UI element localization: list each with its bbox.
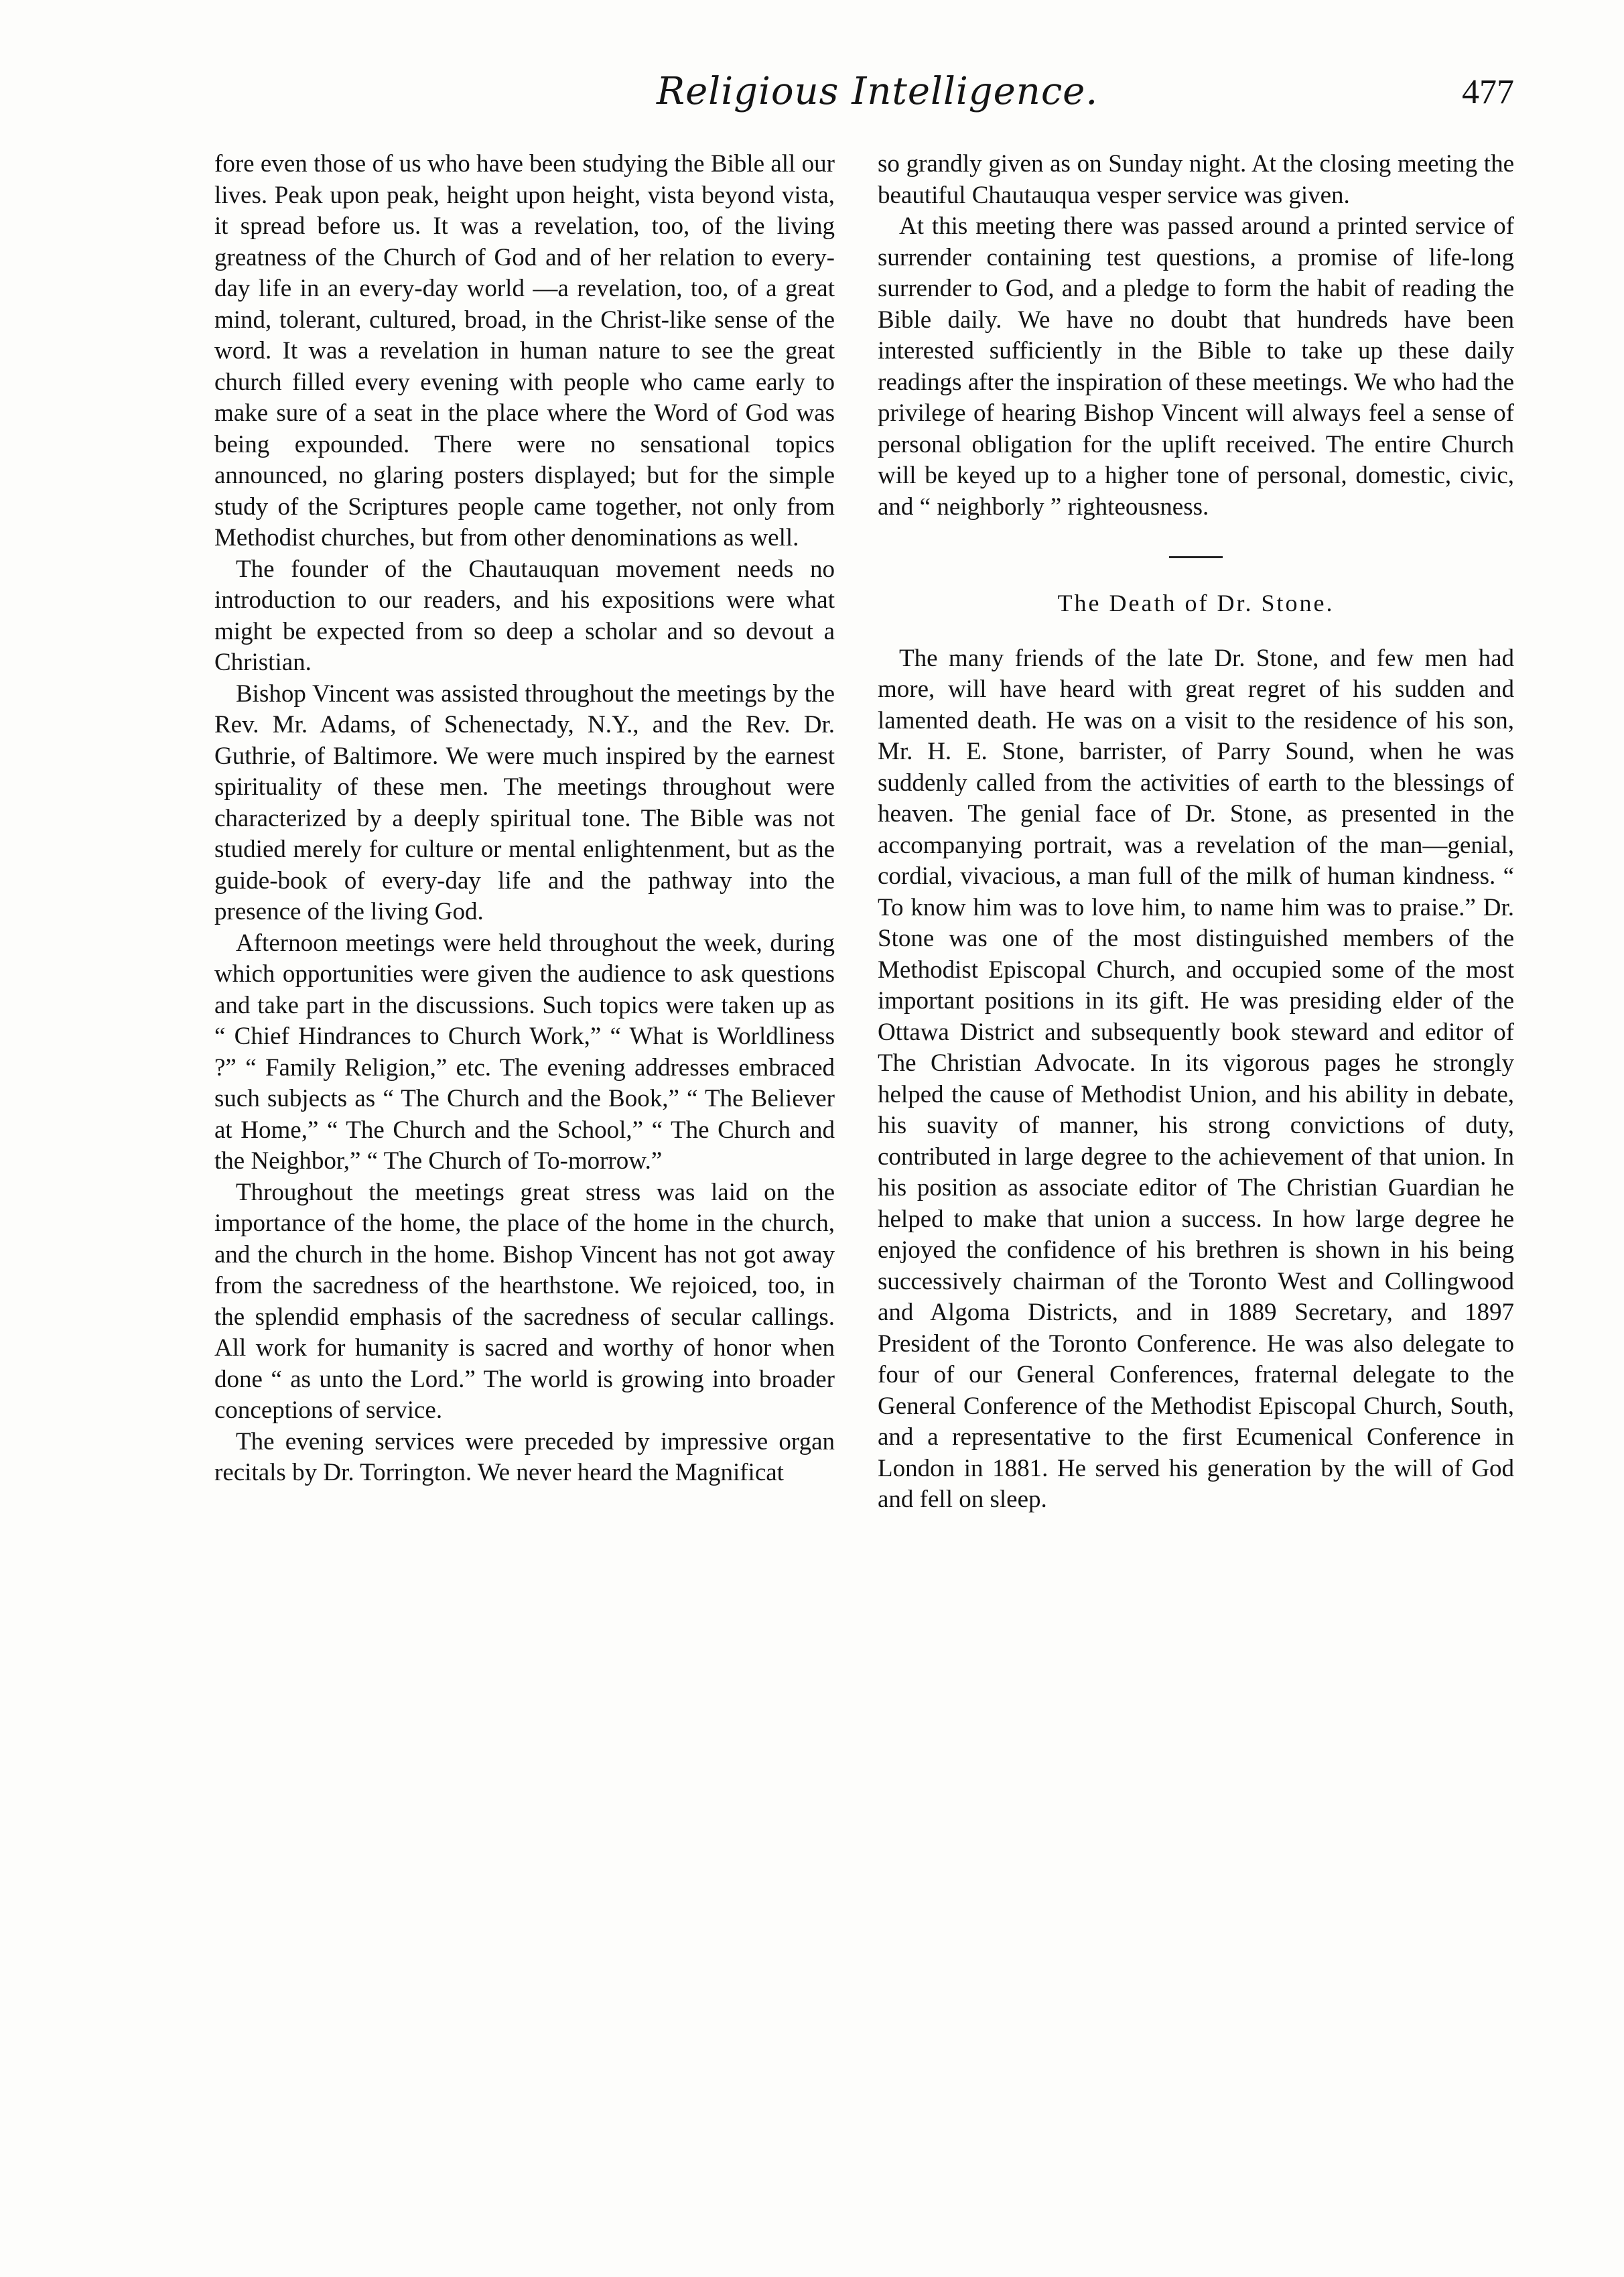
section-divider	[1169, 556, 1223, 558]
paragraph: Bishop Vincent was assisted throughout the meetings by the Rev. Mr. Adams, of Schenectady, N.Y., and the Rev. Dr. Guthrie, of Baltimore. We were much inspired by the earnest spirituality of these men. The meetings throughout were characterized by a deeply spiritual tone. The Bible was not studied merely for culture or mental enlightenment, but as the guide-book of every-day life and the pathway into the presence of the living God.	[214, 679, 835, 925]
paragraph: Afternoon meetings were held throughout the week, during which opportunities were given the audience to ask questions and take part in the discussions. Such topics were taken up as “ Chief Hindrances to Church Work,” “ What is Worldliness ?” “ Family Religion,” etc. The evening addresses embraced such subjects as “ The Church and the Book,” “ The Believer at Home,” “ The Church and the School,” “ The Church and the Neighbor,” “ The Church of To-morrow.”	[214, 929, 835, 1175]
running-title: Religious Intelligence.	[657, 70, 1099, 113]
paragraph: Throughout the meetings great stress was laid on the importance of the home, the place of the home in the church, and the church in the home. Bishop Vincent has not got away from the sacredness of the hearthstone. We rejoiced, too, in the splendid emphasis of the sacredness of secular callings. All work for humanity is sacred and worthy of honor when done “ as unto the Lord.” The world is growing into broader conceptions of service.	[214, 1178, 835, 1424]
section-title: The Death of Dr. Stone.	[1057, 590, 1335, 616]
page-number: 477	[1462, 73, 1514, 111]
paragraph: At this meeting there was passed around a printed service of surrender containing test questions, a promise of life-long surrender to God, and a pledge to form the habit of reading the Bible daily. We have no doubt that hundreds have been interested sufficiently in the Bible to take up these daily readings after the inspiration of these meetings. We who had the privilege of hearing Bishop Vincent will always feel a sense of personal obligation for the uplift received. The entire Church will be keyed up to a higher tone of personal, domestic, civic, and “ neighborly ” righteousness.	[878, 212, 1514, 521]
left-column	[214, 149, 835, 1489]
paragraph: fore even those of us who have been studying the Bible all our lives. Peak upon peak, height upon height, vista beyond vista, it spread before us. It was a revelation, too, of the living greatness of the Church of God and of her relation to every-day life in an every-day world —a revelation, too, of a great mind, tolerant, cultured, broad, in the Christ-like sense of the word. It was a revelation in human nature to see the great church filled every evening with people who came early to make sure of a seat in the place where the Word of God was being expounded. There were no sensational topics announced, no glaring posters displayed; but for the simple study of the Scriptures people came together, not only from Methodist churches, but from other denominations as well.	[214, 150, 835, 551]
paragraph: so grandly given as on Sunday night. At the closing meeting the beautiful Chautauqua vesper service was given.	[878, 150, 1514, 209]
running-head	[201, 70, 1514, 123]
paragraph: The evening services were preceded by impressive organ recitals by Dr. Torrington. We never heard the Magnificat	[214, 1427, 835, 1486]
right-column	[878, 149, 1514, 1516]
paragraph: The many friends of the late Dr. Stone, and few men had more, will have heard with great regret of his sudden and lamented death. He was on a visit to the residence of his son, Mr. H. E. Stone, barrister, of Parry Sound, when he was suddenly called from the activities of earth to the blessings of heaven. The genial face of Dr. Stone, as presented in the accompanying portrait, was a revelation of the man—genial, cordial, vivacious, a man full of the milk of human kindness. “ To know him was to love him, to name him was to praise.” Dr. Stone was one of the most distinguished members of the Methodist Episcopal Church, and occupied some of the most important positions in its gift. He was presiding elder of the Ottawa District and subsequently book steward and editor of The Christian Advocate. In its vigorous pages he strongly helped the cause of Methodist Union, and his ability in debate, his suavity of manner, his strong convictions of duty, contributed in large degree to the achievement of that union. In his position as associate editor of The Christian Guardian he helped to make that union a success. In how large degree he enjoyed the confidence of his brethren is shown in his being successively chairman of the Toronto West and Collingwood and Algoma Districts, and in 1889 Secretary, and 1897 President of the Toronto Conference. He was also delegate to four of our General Conferences, fraternal delegate to the General Conference of the Methodist Episcopal Church, South, and a representative to the first Ecumenical Conference in London in 1881. He served his generation by the will of God and fell on sleep.	[878, 644, 1514, 1513]
paragraph: The founder of the Chautauquan movement needs no introduction to our readers, and his expositions were what might be expected from so deep a scholar and so devout a Christian.	[214, 555, 835, 676]
